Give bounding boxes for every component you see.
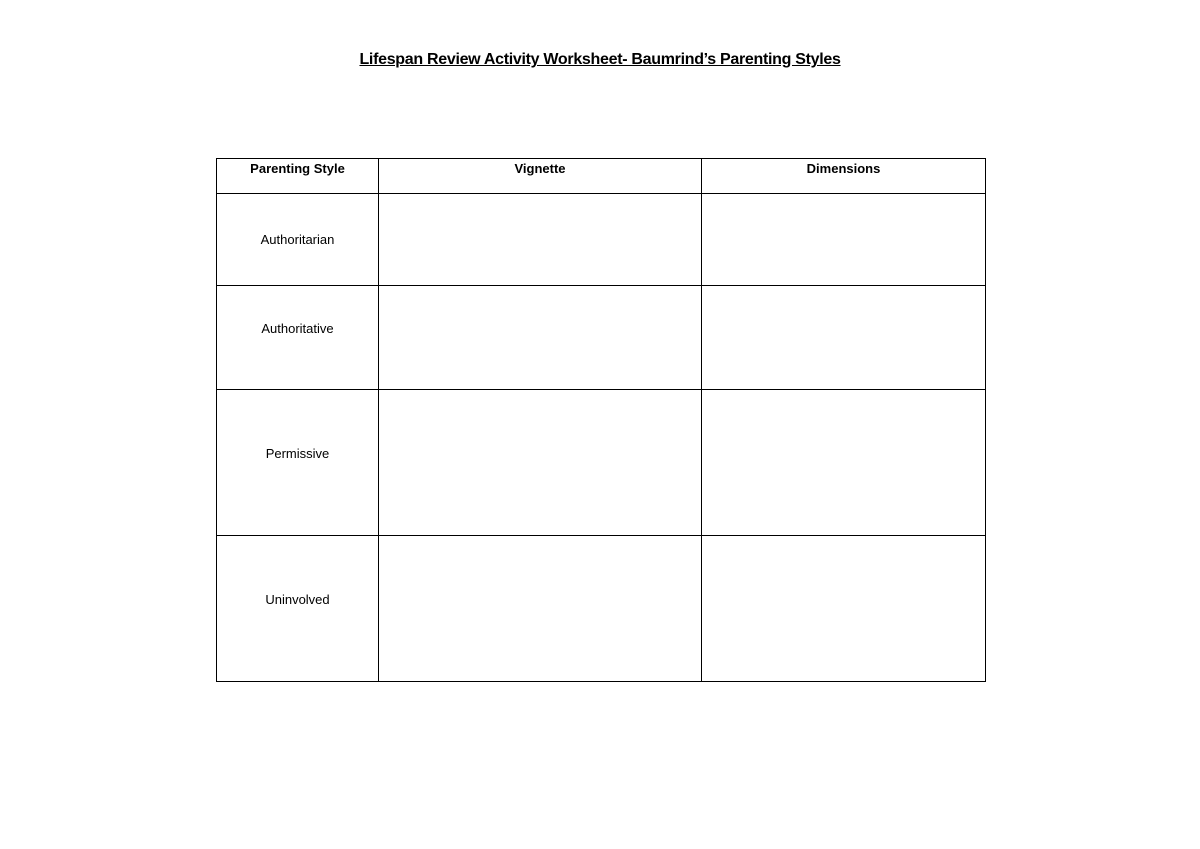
header-parenting-style: Parenting Style: [217, 159, 379, 194]
page-title: Lifespan Review Activity Worksheet- Baumrind’s Parenting Styles: [359, 51, 841, 68]
parenting-style-cell: Uninvolved: [217, 536, 379, 682]
dimensions-cell[interactable]: [702, 194, 986, 286]
vignette-cell[interactable]: [379, 536, 702, 682]
table-row: [217, 390, 986, 536]
header-dimensions: Dimensions: [702, 159, 986, 194]
table-row: [217, 194, 986, 286]
table-row: [217, 286, 986, 390]
dimensions-cell[interactable]: [702, 286, 986, 390]
parenting-style-cell: Authoritarian: [217, 194, 379, 286]
parenting-style-cell: Authoritative: [217, 286, 379, 390]
parenting-style-cell: Permissive: [217, 390, 379, 536]
vignette-cell[interactable]: [379, 390, 702, 536]
dimensions-cell[interactable]: [702, 390, 986, 536]
parenting-styles-table: [216, 158, 986, 682]
table-row: [217, 536, 986, 682]
vignette-cell[interactable]: [379, 194, 702, 286]
dimensions-cell[interactable]: [702, 536, 986, 682]
table-header-row: [217, 159, 986, 194]
header-vignette: Vignette: [379, 159, 702, 194]
vignette-cell[interactable]: [379, 286, 702, 390]
